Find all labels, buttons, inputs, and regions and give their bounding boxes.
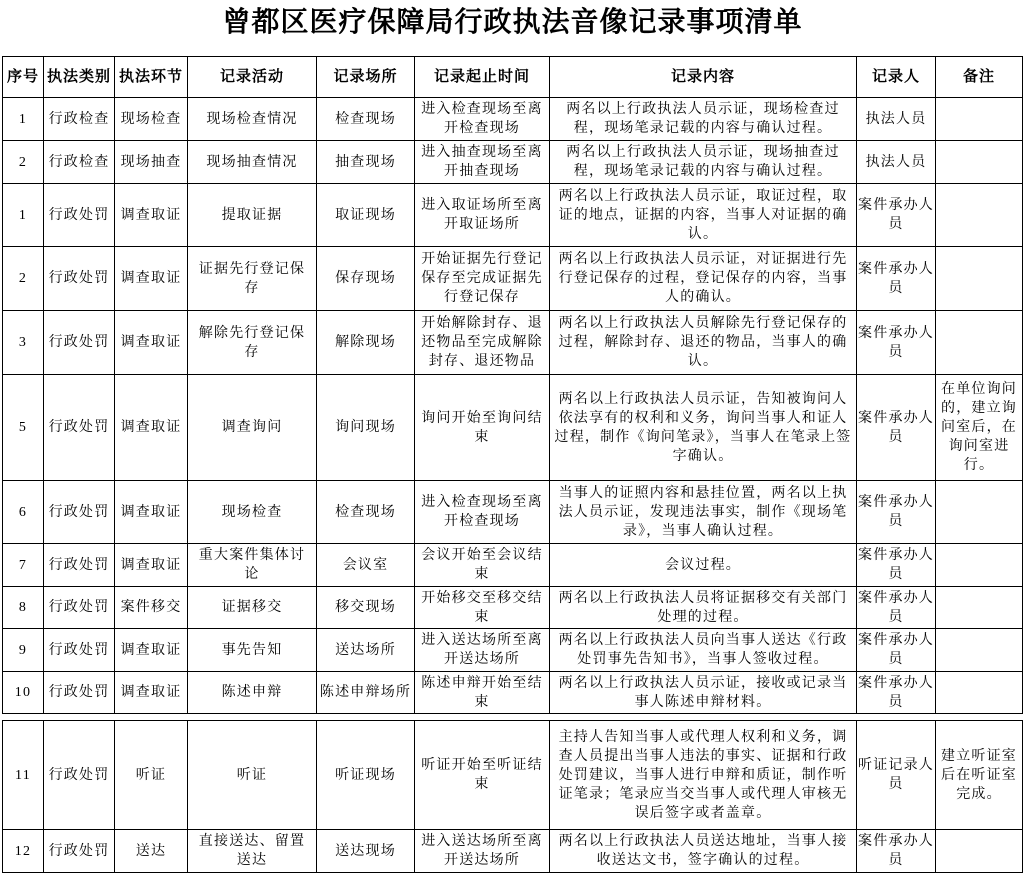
records-table-part-1 (2, 56, 1023, 714)
cell-seq: 1 (3, 98, 44, 141)
table-row (3, 544, 1023, 587)
column-header-remark: 备注 (936, 57, 1023, 98)
cell-activity: 事先告知 (188, 629, 317, 672)
cell-stage: 调查取证 (115, 184, 188, 247)
cell-time-range: 进入送达场所至离开送达场所 (415, 629, 550, 672)
cell-category: 行政处罚 (44, 629, 115, 672)
cell-category: 行政处罚 (44, 375, 115, 481)
cell-remark (936, 544, 1023, 587)
cell-place: 陈述申辩场所 (317, 672, 415, 714)
table-row (3, 141, 1023, 184)
table-row (3, 721, 1023, 830)
cell-time-range: 进入检查现场至离开检查现场 (415, 481, 550, 544)
cell-recorder: 案件承办人员 (857, 544, 936, 587)
cell-recorder: 听证记录人员 (857, 721, 936, 830)
cell-content: 两名以上行政执法人员解除先行登记保存的过程，解除封存、退还的物品，当事人的确认。 (550, 311, 857, 375)
cell-stage: 调查取证 (115, 481, 188, 544)
cell-activity: 解除先行登记保存 (188, 311, 317, 375)
cell-stage: 案件移交 (115, 587, 188, 629)
cell-time-range: 进入抽查现场至离开抽查现场 (415, 141, 550, 184)
cell-seq: 9 (3, 629, 44, 672)
table-row (3, 587, 1023, 629)
column-header-category: 执法类别 (44, 57, 115, 98)
cell-category: 行政处罚 (44, 247, 115, 311)
cell-stage: 现场检查 (115, 98, 188, 141)
records-table-part-2 (2, 720, 1023, 873)
cell-place: 听证现场 (317, 721, 415, 830)
cell-place: 会议室 (317, 544, 415, 587)
cell-time-range: 开始解除封存、退还物品至完成解除封存、退还物品 (415, 311, 550, 375)
cell-remark (936, 629, 1023, 672)
table-header-row (3, 57, 1023, 98)
column-header-stage: 执法环节 (115, 57, 188, 98)
cell-stage: 调查取证 (115, 672, 188, 714)
cell-seq: 6 (3, 481, 44, 544)
cell-recorder: 案件承办人员 (857, 247, 936, 311)
cell-recorder: 案件承办人员 (857, 672, 936, 714)
cell-content: 两名以上行政执法人员示证，现场检查过程，现场笔录记载的内容与确认过程。 (550, 98, 857, 141)
cell-recorder: 案件承办人员 (857, 830, 936, 873)
cell-category: 行政处罚 (44, 721, 115, 830)
cell-time-range: 询问开始至询问结束 (415, 375, 550, 481)
cell-remark (936, 311, 1023, 375)
cell-place: 移交现场 (317, 587, 415, 629)
table-row (3, 184, 1023, 247)
cell-activity: 陈述申辩 (188, 672, 317, 714)
cell-time-range: 进入检查现场至离开检查现场 (415, 98, 550, 141)
cell-content: 两名以上行政执法人员示证，接收或记录当事人陈述申辩材料。 (550, 672, 857, 714)
cell-remark (936, 247, 1023, 311)
cell-seq: 11 (3, 721, 44, 830)
cell-time-range: 陈述申辩开始至结束 (415, 672, 550, 714)
cell-activity: 直接送达、留置送达 (188, 830, 317, 873)
cell-category: 行政检查 (44, 141, 115, 184)
cell-stage: 调查取证 (115, 375, 188, 481)
cell-stage: 调查取证 (115, 544, 188, 587)
cell-category: 行政处罚 (44, 311, 115, 375)
cell-activity: 提取证据 (188, 184, 317, 247)
cell-category: 行政处罚 (44, 830, 115, 873)
table-row (3, 481, 1023, 544)
cell-activity: 听证 (188, 721, 317, 830)
cell-recorder: 案件承办人员 (857, 629, 936, 672)
cell-stage: 送达 (115, 830, 188, 873)
cell-time-range: 进入取证场所至离开取证场所 (415, 184, 550, 247)
cell-remark (936, 830, 1023, 873)
cell-remark (936, 98, 1023, 141)
cell-place: 检查现场 (317, 98, 415, 141)
cell-content: 当事人的证照内容和悬挂位置，两名以上执法人员示证，发现违法事实，制作《现场笔录》，当事人确认过程。 (550, 481, 857, 544)
cell-stage: 调查取证 (115, 311, 188, 375)
cell-recorder: 案件承办人员 (857, 587, 936, 629)
cell-recorder: 执法人员 (857, 141, 936, 184)
cell-category: 行政处罚 (44, 481, 115, 544)
cell-time-range: 会议开始至会议结束 (415, 544, 550, 587)
cell-remark (936, 672, 1023, 714)
cell-content: 两名以上行政执法人员示证，对证据进行先行登记保存的过程，登记保存的内容，当事人的确认。 (550, 247, 857, 311)
cell-category: 行政处罚 (44, 587, 115, 629)
table-row (3, 247, 1023, 311)
column-header-time-range: 记录起止时间 (415, 57, 550, 98)
cell-recorder: 案件承办人员 (857, 481, 936, 544)
cell-content: 两名以上行政执法人员将证据移交有关部门处理的过程。 (550, 587, 857, 629)
cell-place: 解除现场 (317, 311, 415, 375)
cell-activity: 证据移交 (188, 587, 317, 629)
cell-place: 送达场所 (317, 629, 415, 672)
cell-remark (936, 141, 1023, 184)
cell-seq: 8 (3, 587, 44, 629)
cell-content: 两名以上行政执法人员向当事人送达《行政处罚事先告知书》，当事人签收过程。 (550, 629, 857, 672)
document-title: 曾都区医疗保障局行政执法音像记录事项清单 (222, 5, 803, 38)
cell-content: 两名以上行政执法人员示证，取证过程，取证的地点，证据的内容，当事人对证据的确认。 (550, 184, 857, 247)
cell-content: 两名以上行政执法人员示证，现场抽查过程，现场笔录记载的内容与确认过程。 (550, 141, 857, 184)
cell-place: 保存现场 (317, 247, 415, 311)
cell-place: 抽查现场 (317, 141, 415, 184)
column-header-activity: 记录活动 (188, 57, 317, 98)
cell-time-range: 进入送达场所至离开送达场所 (415, 830, 550, 873)
cell-seq: 12 (3, 830, 44, 873)
cell-place: 取证现场 (317, 184, 415, 247)
cell-time-range: 开始证据先行登记保存至完成证据先行登记保存 (415, 247, 550, 311)
cell-category: 行政检查 (44, 98, 115, 141)
cell-seq: 10 (3, 672, 44, 714)
cell-seq: 3 (3, 311, 44, 375)
cell-recorder: 案件承办人员 (857, 375, 936, 481)
cell-activity: 证据先行登记保存 (188, 247, 317, 311)
cell-place: 检查现场 (317, 481, 415, 544)
cell-content: 会议过程。 (550, 544, 857, 587)
cell-content: 两名以上行政执法人员送达地址，当事人接收送达文书，签字确认的过程。 (550, 830, 857, 873)
cell-content: 主持人告知当事人或代理人权利和义务，调查人员提出当事人违法的事实、证据和行政处罚建议，当事人进行申辩和质证，制作听证笔录；笔录应当交当事人或代理人审核无误后签字或者盖章。 (550, 721, 857, 830)
column-header-place: 记录场所 (317, 57, 415, 98)
column-header-recorder: 记录人 (857, 57, 936, 98)
cell-seq: 2 (3, 141, 44, 184)
cell-remark (936, 184, 1023, 247)
cell-stage: 现场抽查 (115, 141, 188, 184)
cell-activity: 现场检查情况 (188, 98, 317, 141)
cell-remark: 在单位询问的，建立询问室后，在询问室进行。 (936, 375, 1023, 481)
cell-stage: 调查取证 (115, 247, 188, 311)
cell-remark: 建立听证室后在听证室完成。 (936, 721, 1023, 830)
cell-recorder: 案件承办人员 (857, 184, 936, 247)
cell-time-range: 开始移交至移交结束 (415, 587, 550, 629)
cell-time-range: 听证开始至听证结束 (415, 721, 550, 830)
cell-remark (936, 587, 1023, 629)
cell-place: 送达现场 (317, 830, 415, 873)
cell-recorder: 执法人员 (857, 98, 936, 141)
table-row (3, 629, 1023, 672)
column-header-seq: 序号 (3, 57, 44, 98)
cell-category: 行政处罚 (44, 544, 115, 587)
cell-content: 两名以上行政执法人员示证，告知被询问人依法享有的权利和义务，询问当事人和证人过程，制作《询问笔录》，当事人在笔录上签字确认。 (550, 375, 857, 481)
cell-stage: 听证 (115, 721, 188, 830)
cell-remark (936, 481, 1023, 544)
cell-activity: 现场抽查情况 (188, 141, 317, 184)
cell-recorder: 案件承办人员 (857, 311, 936, 375)
cell-activity: 现场检查 (188, 481, 317, 544)
cell-activity: 重大案件集体讨论 (188, 544, 317, 587)
table-row (3, 830, 1023, 873)
table-row (3, 311, 1023, 375)
table-row (3, 98, 1023, 141)
cell-category: 行政处罚 (44, 672, 115, 714)
cell-activity: 调查询问 (188, 375, 317, 481)
table-row (3, 672, 1023, 714)
cell-seq: 7 (3, 544, 44, 587)
cell-category: 行政处罚 (44, 184, 115, 247)
cell-place: 询问现场 (317, 375, 415, 481)
cell-seq: 1 (3, 184, 44, 247)
cell-seq: 2 (3, 247, 44, 311)
table-row (3, 375, 1023, 481)
cell-stage: 调查取证 (115, 629, 188, 672)
column-header-content: 记录内容 (550, 57, 857, 98)
cell-seq: 5 (3, 375, 44, 481)
